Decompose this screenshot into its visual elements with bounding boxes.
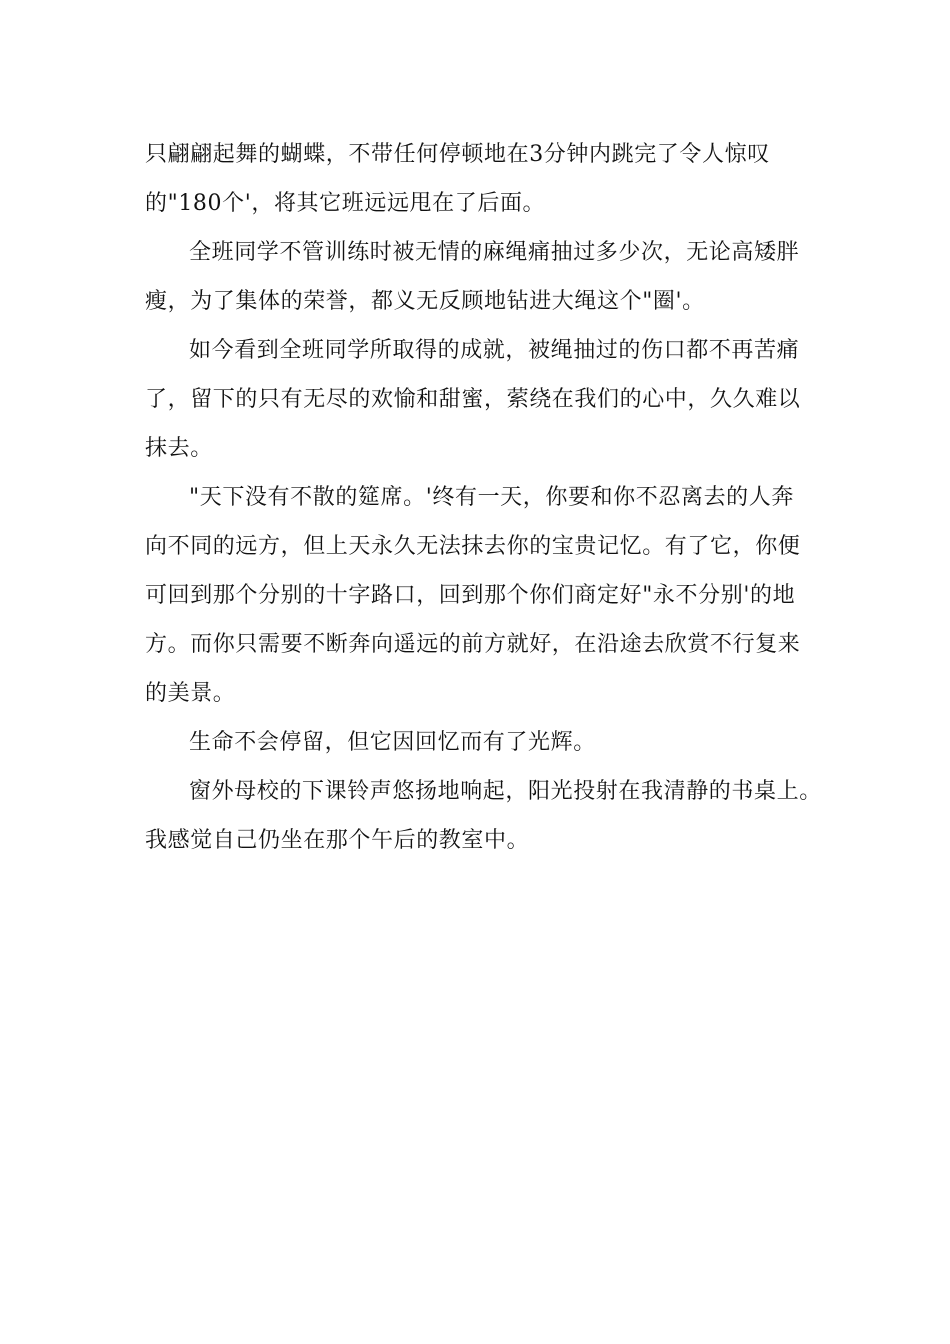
- paragraph-line: 方。而你只需要不断奔向遥远的前方就好，在沿途去欣赏不行复来: [145, 632, 801, 657]
- paragraph-line: 我感觉自己仍坐在那个午后的教室中。: [145, 828, 530, 853]
- paragraph-line: 瘦，为了集体的荣誉，都义无反顾地钻进大绳这个"圈'。: [145, 289, 705, 314]
- paragraph-line: 如今看到全班同学所取得的成就，被绳抽过的伤口都不再苦痛: [189, 338, 800, 363]
- paragraph-line: 向不同的远方，但上天永久无法抹去你的宝贵记忆。有了它，你便: [145, 534, 801, 559]
- paragraph-line: "天下没有不散的筵席。'终有一天，你要和你不忍离去的人奔: [189, 485, 794, 510]
- paragraph-line: 窗外母校的下课铃声悠扬地响起，阳光投射在我清静的书桌上。: [189, 779, 822, 804]
- paragraph-line: 抹去。: [145, 436, 213, 461]
- paragraph-line: 了，留下的只有无尽的欢愉和甜蜜，萦绕在我们的心中，久久难以: [145, 387, 801, 412]
- paragraph-line: 的美景。: [145, 681, 236, 706]
- paragraph-line: 可回到那个分别的十字路口，回到那个你们商定好"永不分别'的地: [145, 583, 796, 608]
- paragraph-line: 生命不会停留，但它因回忆而有了光辉。: [189, 730, 596, 755]
- paragraph-line: 全班同学不管训练时被无情的麻绳痛抽过多少次，无论高矮胖: [189, 240, 800, 265]
- paragraph-line: 只翩翩起舞的蝴蝶，不带任何停顿地在3分钟内跳完了令人惊叹: [145, 142, 770, 167]
- essay-body: [145, 130, 825, 865]
- paragraph-line: 的"180个'，将其它班远远甩在了后面。: [145, 191, 546, 216]
